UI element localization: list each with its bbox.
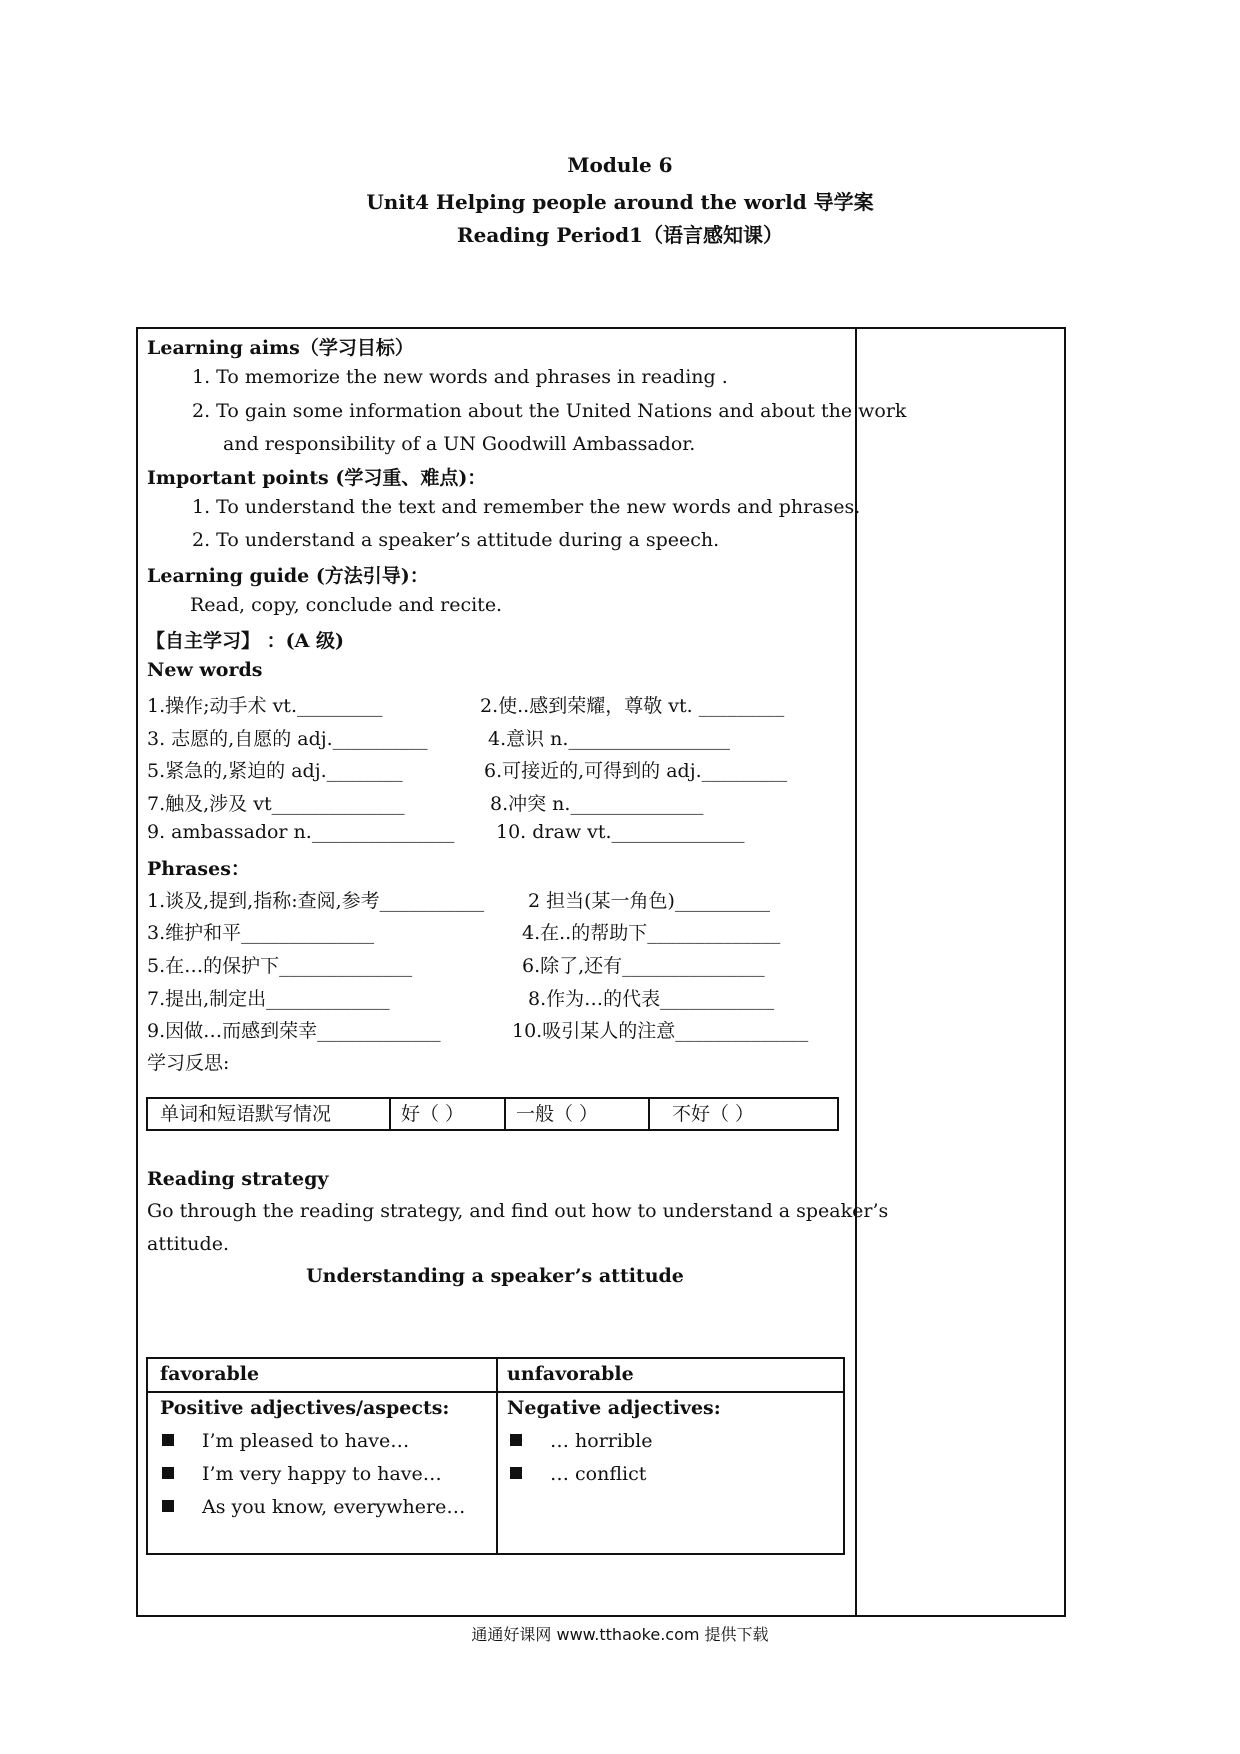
new-word-item: 3. 志愿的,自愿的 adj.__________ <box>147 728 428 750</box>
new-word-item: 10. draw vt.______________ <box>496 821 745 843</box>
table-divider <box>389 1099 391 1129</box>
reading-strategy-subtitle: Understanding a speaker’s attitude <box>306 1265 684 1287</box>
table-divider <box>648 1099 650 1129</box>
page-footer: 通通好课网 www.tthaoke.com 提供下载 <box>471 1625 769 1644</box>
reading-strategy-text-cont: attitude. <box>147 1233 229 1255</box>
notes-column-divider <box>855 327 857 1617</box>
learning-guide-text: Read, copy, conclude and recite. <box>190 594 503 616</box>
phrase-item: 1.谈及,提到,指称:查阅,参考___________ <box>147 890 485 912</box>
new-word-item: 4.意识 n._________________ <box>488 728 730 750</box>
important-points-heading: Important points (学习重、难点)： <box>147 467 487 489</box>
new-word-item: 7.触及,涉及 vt______________ <box>147 793 405 815</box>
new-word-item: 6.可接近的,可得到的 adj._________ <box>484 760 788 782</box>
bullet-icon <box>162 1434 174 1446</box>
phrase-item: 7.提出,制定出_____________ <box>147 988 390 1010</box>
negative-item-text: … conflict <box>550 1463 647 1485</box>
phrase-item: 9.因做…而感到荣幸_____________ <box>147 1020 441 1042</box>
document-title: Module 6 <box>567 153 673 177</box>
phrase-item: 4.在..的帮助下______________ <box>522 922 781 944</box>
reflection-cell-good: 好（ ） <box>401 1103 465 1125</box>
new-word-item: 5.紧急的,紧迫的 adj.________ <box>147 760 403 782</box>
reflection-label: 学习反思: <box>147 1052 230 1074</box>
new-word-item: 8.冲突 n.______________ <box>490 793 704 815</box>
attitude-table <box>146 1357 845 1555</box>
learning-aim-1: 1. To memorize the new words and phrases in reading . <box>192 366 728 388</box>
positive-item-text: As you know, everywhere… <box>202 1496 466 1518</box>
learning-aim-2-cont: and responsibility of a UN Goodwill Ambassador. <box>223 433 696 455</box>
bullet-icon <box>510 1434 522 1446</box>
reflection-cell-poor: 不好（ ） <box>672 1103 755 1125</box>
new-word-item: 9. ambassador n._______________ <box>147 821 455 843</box>
positive-item <box>162 1430 409 1452</box>
positive-subheading: Positive adjectives/aspects: <box>160 1397 450 1419</box>
reflection-table <box>146 1097 839 1131</box>
phrase-item: 2 担当(某一角色)__________ <box>528 890 770 912</box>
phrase-item: 6.除了,还有_______________ <box>522 955 765 977</box>
new-word-item: 1.操作;动手术 vt._________ <box>147 695 383 717</box>
negative-item <box>510 1463 646 1485</box>
unit-title: Unit4 Helping people around the world 导学案 <box>366 190 874 214</box>
negative-item-text: … horrible <box>550 1430 653 1452</box>
bullet-icon <box>162 1500 174 1512</box>
positive-item-text: I’m very happy to have… <box>202 1463 442 1485</box>
period-title: Reading Period1（语言感知课） <box>457 223 783 247</box>
phrase-item: 3.维护和平______________ <box>147 922 375 944</box>
positive-item <box>162 1496 465 1518</box>
table-divider <box>504 1099 506 1129</box>
bullet-icon <box>162 1467 174 1479</box>
reflection-cell-task: 单词和短语默写情况 <box>160 1103 332 1125</box>
learning-guide-heading: Learning guide (方法引导)： <box>147 565 429 587</box>
new-word-item: 2.使..感到荣耀，尊敬 vt. _________ <box>480 695 785 717</box>
phrase-item: 10.吸引某人的注意______________ <box>512 1020 809 1042</box>
important-point-1: 1. To understand the text and remember the new words and phrases. <box>192 496 861 518</box>
negative-subheading: Negative adjectives: <box>507 1397 721 1419</box>
bullet-icon <box>510 1467 522 1479</box>
negative-item <box>510 1430 652 1452</box>
unfavorable-header: unfavorable <box>507 1363 634 1385</box>
phrases-heading: Phrases： <box>147 858 250 880</box>
self-study-heading: 【自主学习】 ：(A 级) <box>146 630 344 652</box>
reflection-cell-average: 一般（ ） <box>516 1103 599 1125</box>
positive-item <box>162 1463 442 1485</box>
table-column-divider <box>496 1359 498 1553</box>
new-words-heading: New words <box>147 659 263 681</box>
positive-item-text: I’m pleased to have… <box>202 1430 410 1452</box>
phrase-item: 8.作为…的代表____________ <box>528 988 775 1010</box>
learning-aim-2: 2. To gain some information about the United Nations and about the work <box>192 400 907 422</box>
phrase-item: 5.在…的保护下______________ <box>147 955 413 977</box>
favorable-header: favorable <box>160 1363 260 1385</box>
reading-strategy-text: Go through the reading strategy, and find out how to understand a speaker’s <box>147 1200 889 1222</box>
learning-aims-heading: Learning aims（学习目标） <box>147 337 414 359</box>
important-point-2: 2. To understand a speaker’s attitude during a speech. <box>192 529 720 551</box>
reading-strategy-heading: Reading strategy <box>147 1168 329 1190</box>
